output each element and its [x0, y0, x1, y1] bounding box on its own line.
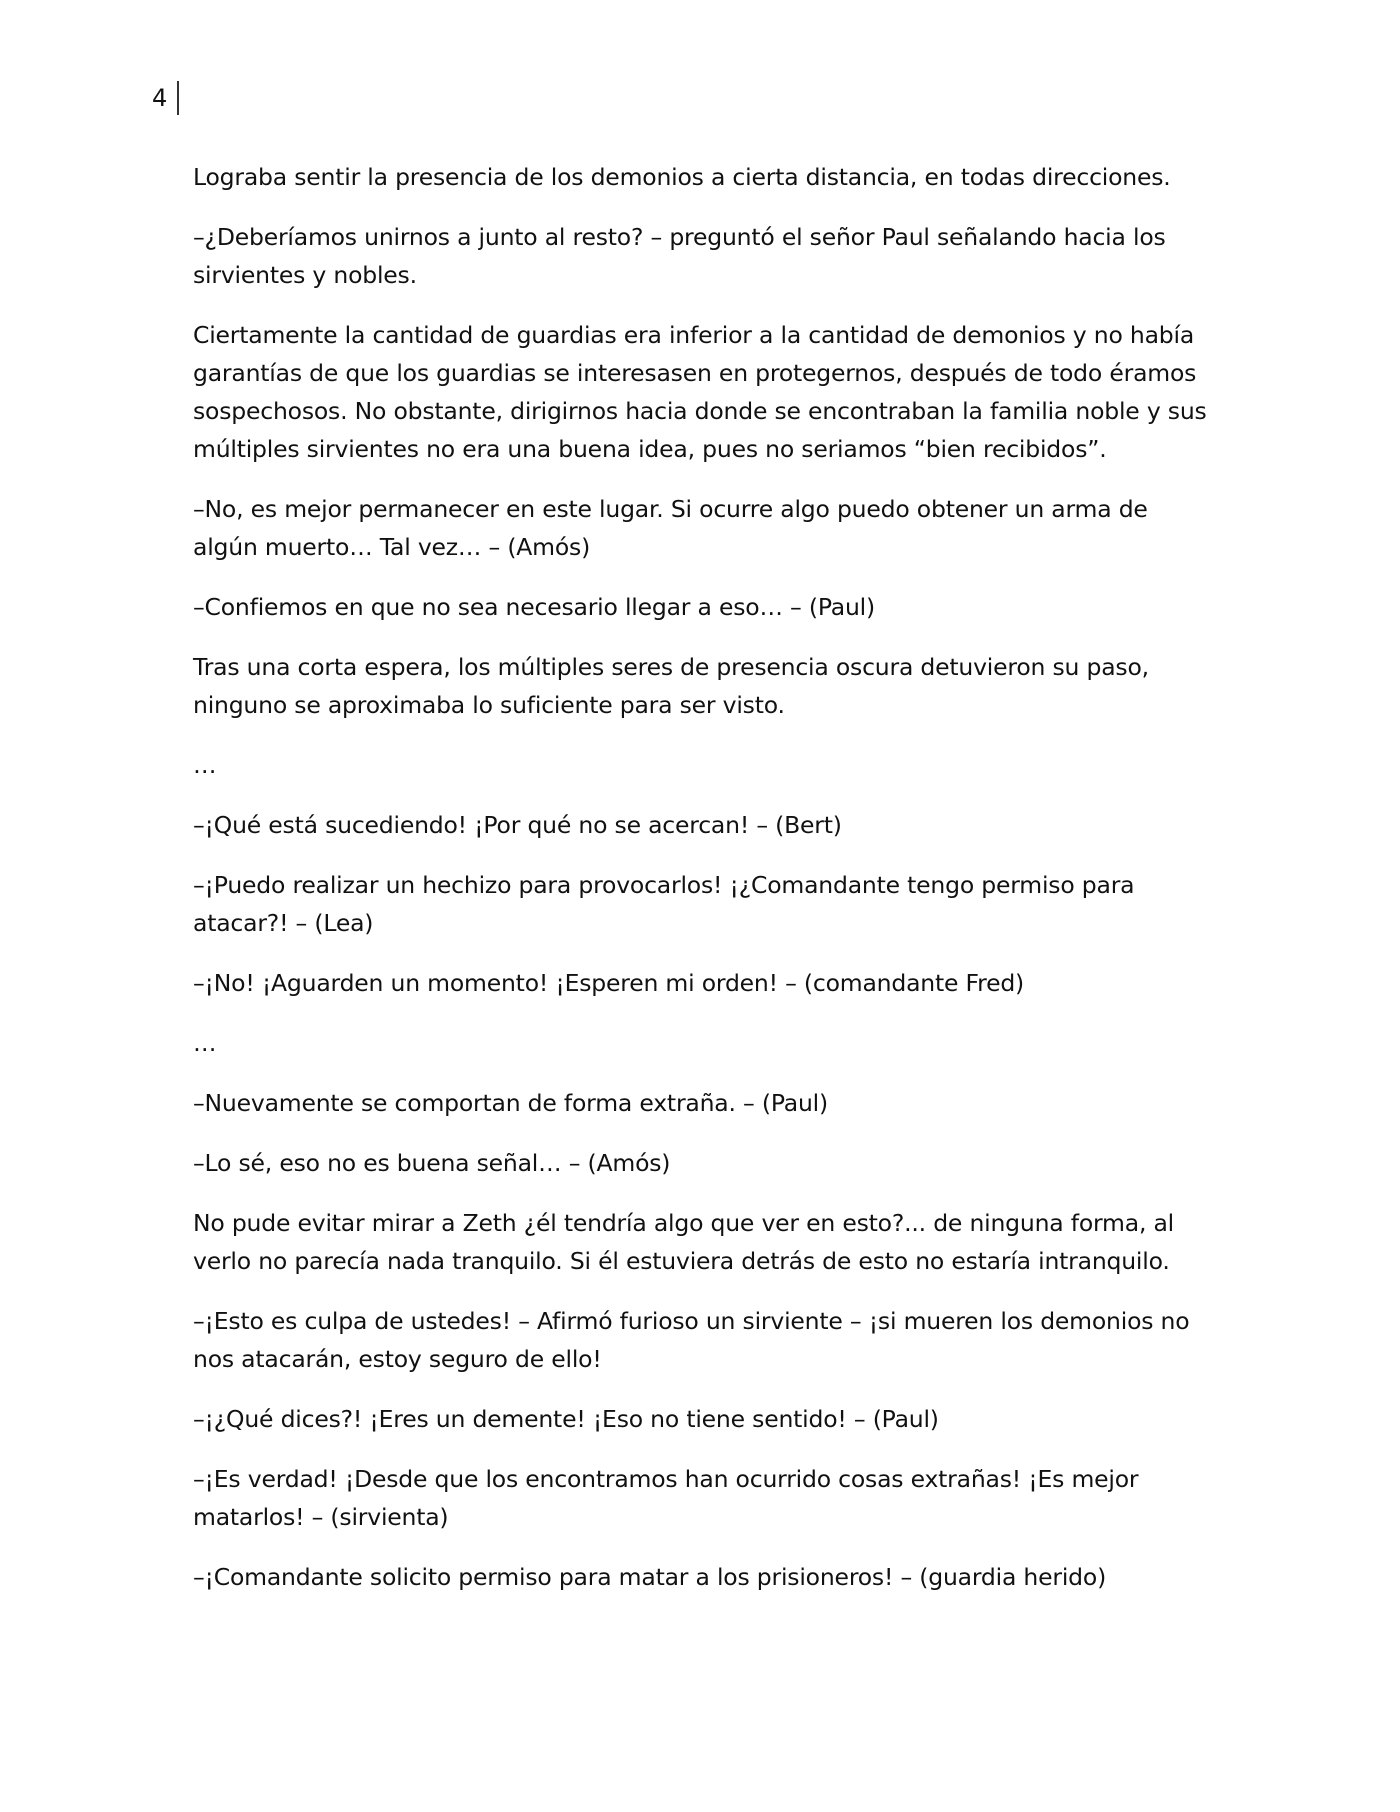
- paragraph: –Confiemos en que no sea necesario llegar a eso… – (Paul): [193, 593, 875, 621]
- body-text: [193, 158, 1213, 1618]
- paragraph: –Lo sé, eso no es buena señal… – (Amós): [193, 1149, 671, 1177]
- paragraph: –¡Qué está sucediendo! ¡Por qué no se acercan! – (Bert): [193, 811, 842, 839]
- paragraph: No pude evitar mirar a Zeth ¿él tendría algo que ver en esto?... de ninguna forma, al verlo no parecía nada tranquilo. Si él estuviera detrás de esto no estaría intranquilo.: [193, 1209, 1175, 1275]
- paragraph: –Nuevamente se comportan de forma extraña. – (Paul): [193, 1089, 828, 1117]
- ellipsis-separator: …: [193, 1029, 217, 1057]
- page-header: [152, 80, 179, 116]
- paragraph: Tras una corta espera, los múltiples seres de presencia oscura detuvieron su paso, ninguno se aproximaba lo suficiente para ser visto.: [193, 653, 1149, 719]
- paragraph: –¡Comandante solicito permiso para matar a los prisioneros! – (guardia herido): [193, 1563, 1107, 1591]
- paragraph: –¿Deberíamos unirnos a junto al resto? – preguntó el señor Paul señalando hacia los sirvientes y nobles.: [193, 223, 1166, 289]
- paragraph: Ciertamente la cantidad de guardias era inferior a la cantidad de demonios y no había garantías de que los guardias se interesasen en protegernos, después de todo éramos sospechosos. No obstante, dirigirnos hacia donde se encontraban la familia noble y sus múltiples sirvientes no era una buena idea, pues no seriamos “bien recibidos”.: [193, 321, 1207, 463]
- paragraph: –No, es mejor permanecer en este lugar. Si ocurre algo puedo obtener un arma de algún muerto… Tal vez… – (Amós): [193, 495, 1148, 561]
- paragraph: –¡Puedo realizar un hechizo para provocarlos! ¡¿Comandante tengo permiso para atacar?! – (Lea): [193, 871, 1135, 937]
- header-divider: [177, 81, 179, 115]
- paragraph: –¡Es verdad! ¡Desde que los encontramos han ocurrido cosas extrañas! ¡Es mejor matarlos! – (sirvienta): [193, 1465, 1139, 1531]
- ellipsis-separator: …: [193, 751, 217, 779]
- page-number: 4: [152, 84, 168, 112]
- paragraph: –¡¿Qué dices?! ¡Eres un demente! ¡Eso no tiene sentido! – (Paul): [193, 1405, 939, 1433]
- paragraph: –¡Esto es culpa de ustedes! – Afirmó furioso un sirviente – ¡si mueren los demonios no nos atacarán, estoy seguro de ello!: [193, 1307, 1190, 1373]
- paragraph: –¡No! ¡Aguarden un momento! ¡Esperen mi orden! – (comandante Fred): [193, 969, 1025, 997]
- paragraph: Lograba sentir la presencia de los demonios a cierta distancia, en todas direcciones.: [193, 163, 1171, 191]
